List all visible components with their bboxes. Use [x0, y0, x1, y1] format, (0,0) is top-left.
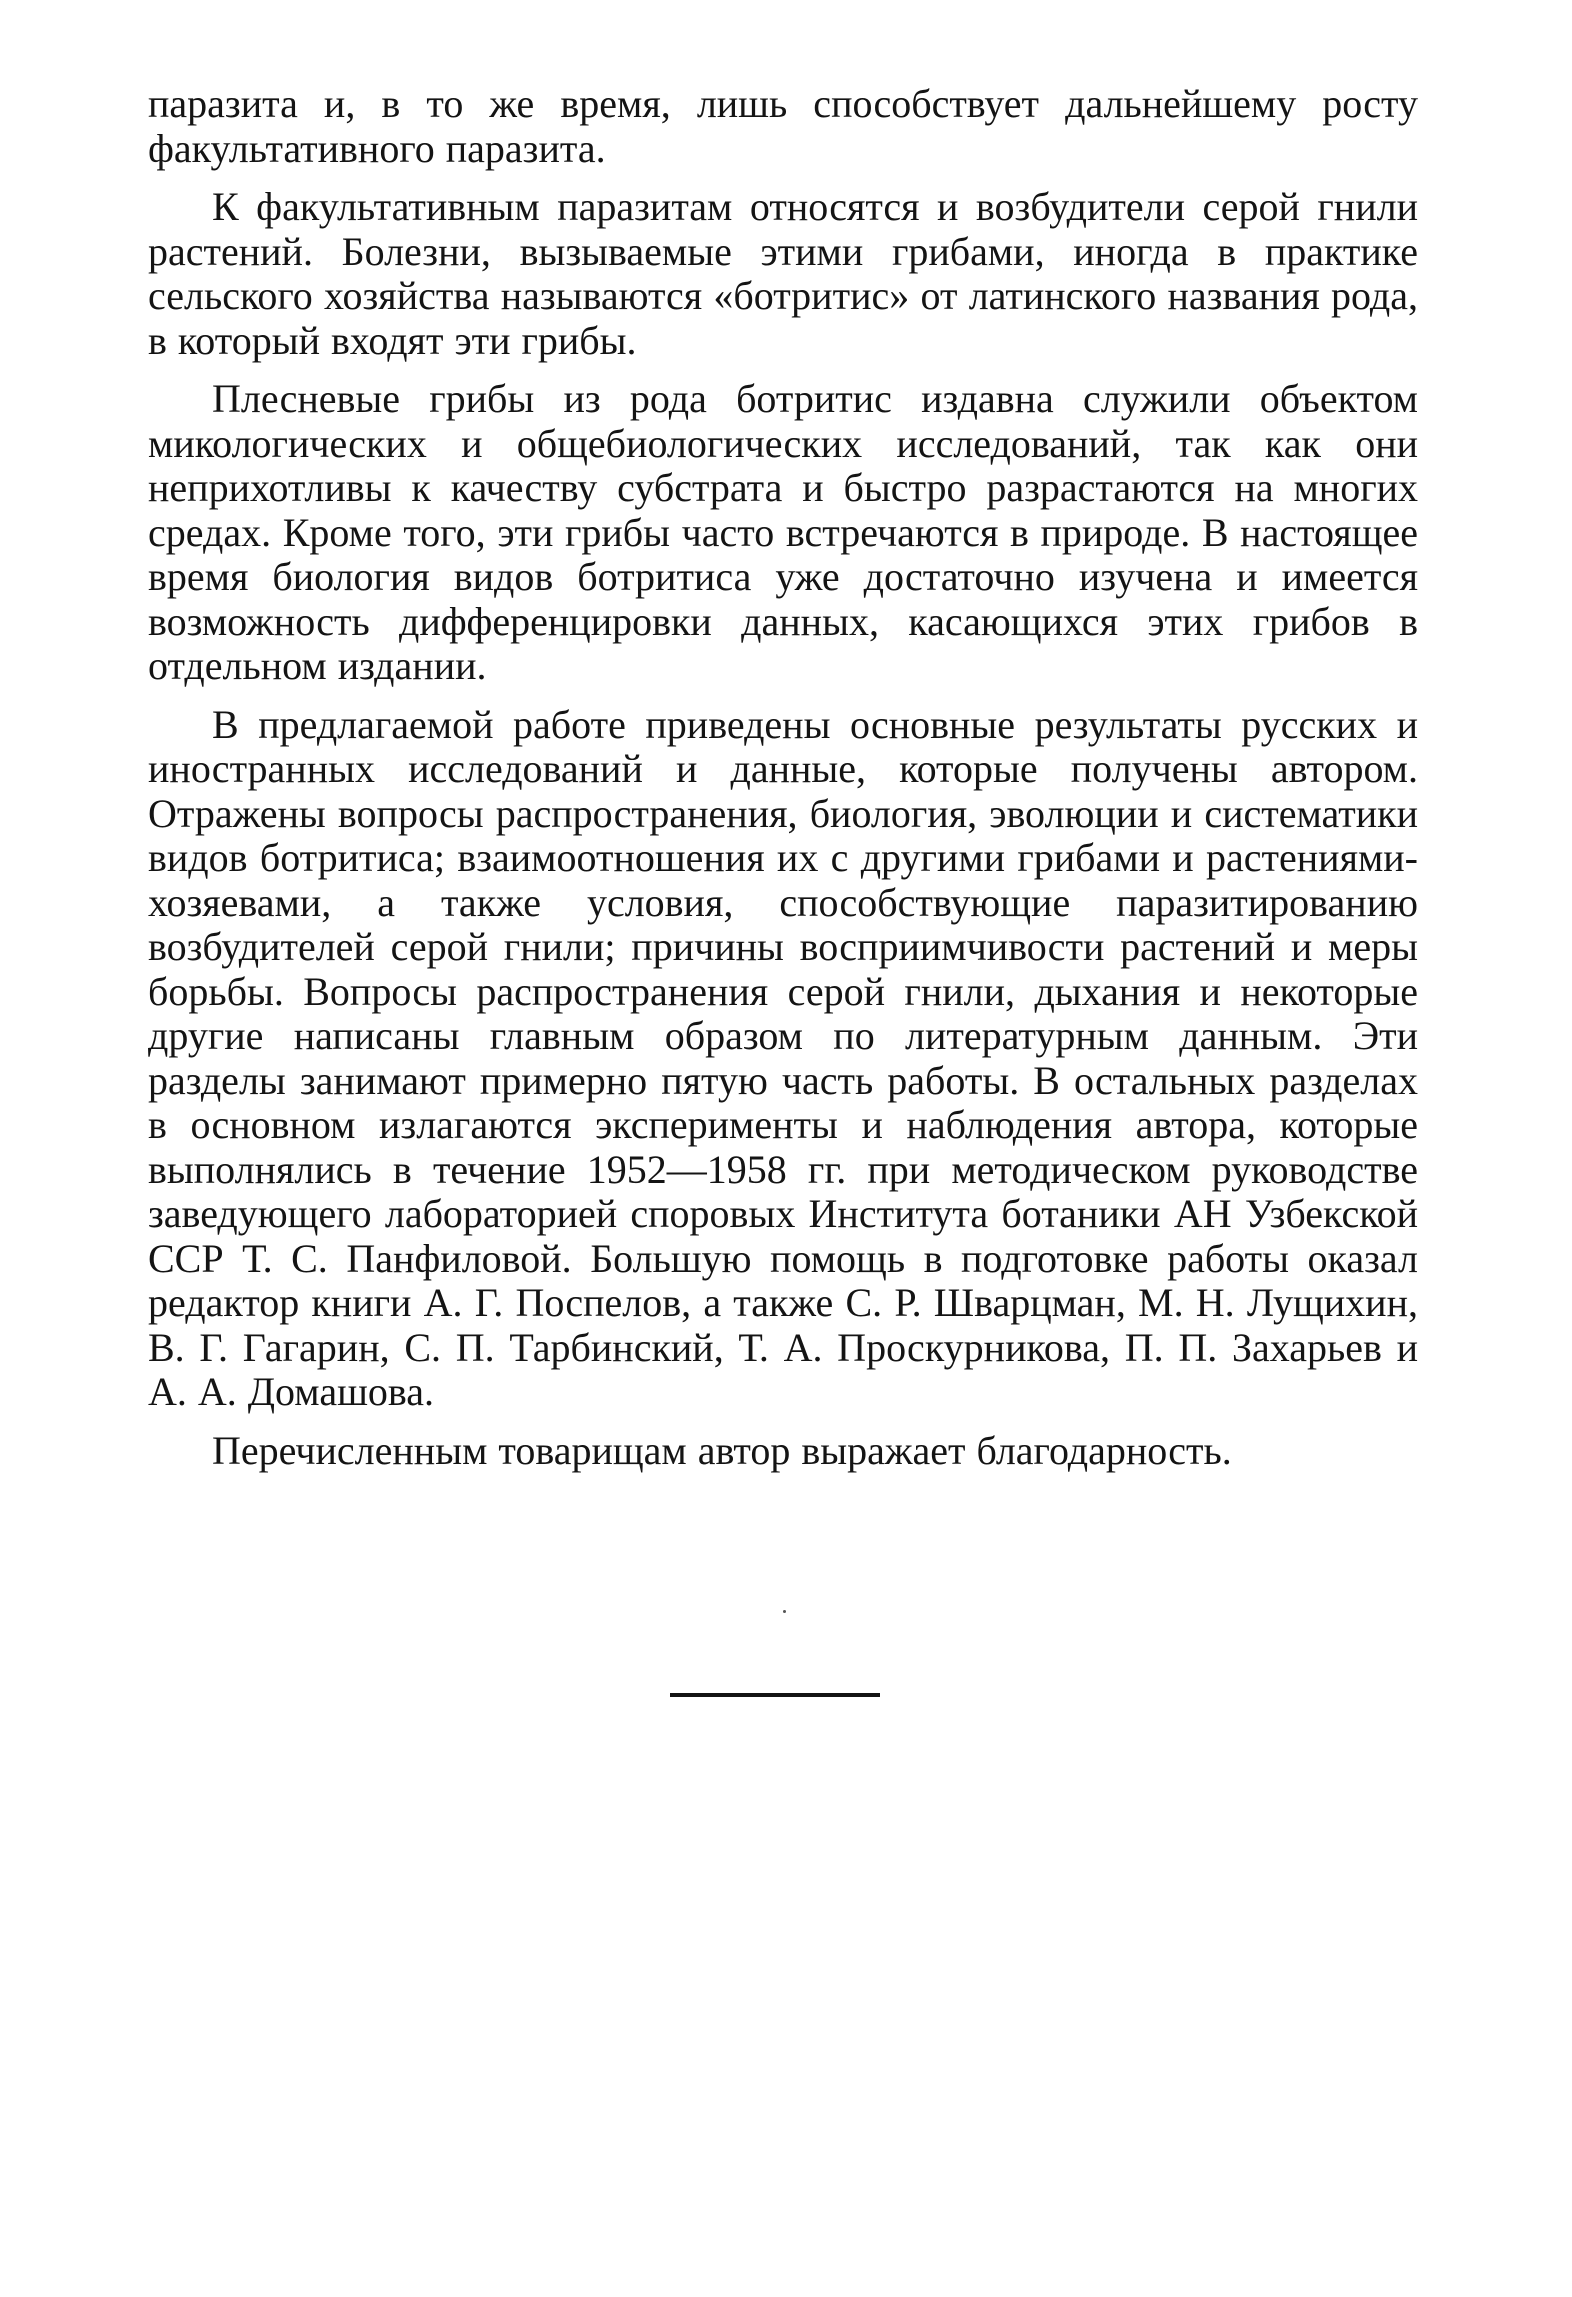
paragraph-continuation: паразита и, в то же время, лишь способствует дальнейшему росту факультативного паразита. — [148, 81, 1418, 171]
print-speck — [783, 1610, 786, 1613]
paragraph-botrytis-research: Плесневые грибы из рода ботритис издавна служили объектом микологических и общебиологических исследований, так как они неприхотливы к качеству субстрата и быстро разрастаются на многих средах. Кроме того, эти грибы часто встречаются в природе. В настоящее время биология видов ботритиса уже достаточно изучена и имеется возможность дифференцировки данных, касающихся этих грибов в отдельном издании. — [148, 376, 1418, 688]
section-end-rule — [670, 1693, 880, 1697]
page-text-block — [148, 82, 1418, 1473]
paragraph-acknowledgement: Перечисленным товарищам автор выражает благодарность. — [212, 1427, 1232, 1473]
paragraph-work-overview: В предлагаемой работе приведены основные результаты русских и иностранных исследований и данные, которые получены автором. Отражены вопросы распространения, биология, эволюции и систематики видов ботритиса; взаимоотношения их с другими грибами и растениями-хозяевами, а также условия, способствующие паразитированию возбудителей серой гнили; причины восприимчивости растений и меры борьбы. Вопросы распространения серой гнили, дыхания и некоторые другие написаны главным образом по литературным данным. Эти разделы занимают примерно пятую часть работы. В остальных разделах в основном излагаются эксперименты и наблюдения автора, которые выполнялись в течение 1952—1958 гг. при методическом руководстве заведующего лабораторией споровых Института ботаники АН Узбекской ССР Т. С. Панфиловой. Большую помощь в подготовке работы оказал редактор книги А. Г. Поспелов, а также С. Р. Шварцман, М. Н. Лущихин, В. Г. Гагарин, С. П. Тарбинский, Т. А. Проскурникова, П. П. Захарьев и А. А. Домашова. — [148, 701, 1418, 1414]
paragraph-facultative-parasites: К факультативным паразитам относятся и возбудители серой гнили растений. Болезни, вызываемые этими грибами, иногда в практике сельского хозяйства называются «ботритис» от латинского названия рода, в который входят эти грибы. — [148, 184, 1418, 363]
